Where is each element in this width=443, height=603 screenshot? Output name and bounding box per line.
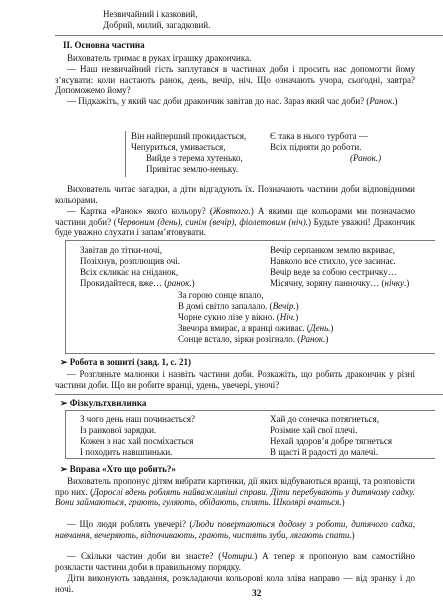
poem-2-right-line: Навколо все стихло, усе засинає. <box>270 256 396 266</box>
poem-3-right-line: Розімне хай свої плечі. <box>270 425 358 435</box>
page-number: 32 <box>252 589 262 599</box>
poem-1-right-line: Всіх підняти до роботи. <box>270 142 362 152</box>
task-2-title: ➢ Фізкультхвилинка <box>60 398 147 408</box>
poem-2-center-line: В домі світло запалало. (Вечір.) <box>178 301 299 311</box>
poem-3-frame-top <box>65 410 435 411</box>
poem-2-left-line: Всіх склика́є на сніданок, <box>80 267 179 277</box>
paragraph-4: Вихователь читає загадки, а діти відгадують їх. Позначають частини доби відповідними кольорами. <box>55 184 415 205</box>
poem-2-left-line: Завітав до тітки-ночі, <box>80 245 163 255</box>
poem-1-left-line: Чепуриться, умивається, <box>131 142 226 152</box>
divider <box>55 394 443 395</box>
poem-1-left-line: Він найперший прокидається, <box>131 131 247 141</box>
arrow-icon: ➢ <box>60 357 70 367</box>
arrow-icon: ➢ <box>60 464 70 474</box>
task-1-title: ➢ Робота в зошиті (завд. 1, с. 21) <box>60 357 192 367</box>
poem-1-left-line: Вийде з терема хутенько, <box>146 153 243 163</box>
paragraph-3: — Підкажіть, у який час доби дракончик завітав до нас. Зараз який час доби? (Ранок.) <box>67 96 398 106</box>
poem-3-left-line: І походить навшпиньки. <box>80 447 173 457</box>
paragraph-5: — Картка «Ранок» якого кольору? (Жовтого.) А якими ще кольорами ми позначаємо частини доби? (Червоним (день), синім (вечір), фіолетовим (ніч).) Будьте уважні! Дракончик буде уважно слухати і запам’ятовувати. <box>55 206 416 238</box>
poem-1-left-line: Привітає землю-неньку. <box>146 164 238 174</box>
paragraph-7: — Що люди роблять увечері? (Люди повертаються додому з роботи, дитячого садка, навчання, вечеряють, відпочивають, грають, чистять зуби, лягають спати.) <box>55 519 415 540</box>
poem-2-center-line: Звечора вмирає, а вранці оживає. (День.) <box>178 323 334 333</box>
paragraph-8: — Скільки частин доби ви знаєте? (Чотири.) А тепер я пропоную вам самостійно розкласти частини доби в правильному порядку. <box>55 551 415 572</box>
poem-3-left-line: Кожен з нас хай посміхається <box>80 436 194 446</box>
paragraph-6: Вихователь пропонує дітям вибрати картинки, дії яких відбуваються вранці, та розповісти про них. (Дорослі вдень роблять найважливіші справи. Діти перебувають у дитячому садку. Вони займаються, грають, гуляють, обідають, сплять. Школярі вчаться.) <box>55 476 415 508</box>
poem-2-right-line: Місячну, зоряну панночку… (нічку.) <box>270 278 410 288</box>
poem-3-frame-left <box>65 410 66 458</box>
poem-1-frame <box>125 131 126 177</box>
poem-3-right-line: Хай до сонечка потягнеться, <box>270 414 380 424</box>
poem-3-left-line: Із ранкової зарядки. <box>80 425 157 435</box>
paragraph-9: Діти виконують завдання, розкладаючи кольорові кола зліва направо — від зранку і до ночі. <box>55 573 415 594</box>
paragraph-1: Вихователь тримає в руках іграшку дракончика. <box>67 53 252 63</box>
arrow-icon: ➢ <box>60 398 70 408</box>
paragraph-2: — Наш незвичайний гість заплутався в частинах доби і просить нас допомогти йому з’ясувати: коли настають ранок, день, вечір, ніч. Що означають учора, сьогодні, завтра? Допоможемо йому? <box>55 64 415 96</box>
poem-2-left-line: Прокидайтеся, вже… (ранок.) <box>80 278 195 288</box>
poem-2-frame-bottom <box>65 353 435 354</box>
poem-3-right-line: Нехай здоров’я добре тягнеться <box>270 436 392 446</box>
poem-3-frame-bottom <box>65 458 435 459</box>
poem-2-right-line: Вечір серпанком землю вкриває, <box>270 245 395 255</box>
task-1-text: — Розгляньте малюнки і назвіть частини доби. Розкажіть, що робить дракончик у різні частини доби. Що ви робите вранці, удень, увечері, уночі? <box>55 369 415 390</box>
top-verse-line-1: Незвичайний і казковий, <box>103 9 198 19</box>
poem-2-center-line: Чорне сукно лізе у вікно. (Ніч.) <box>178 312 299 322</box>
divider <box>55 35 443 36</box>
poem-2-center-line: За горою сонце впало, <box>178 290 264 300</box>
top-verse-line-2: Добрий, милий, загадковий. <box>103 20 211 30</box>
poem-3-left-line: З чого день наш починається? <box>80 414 196 424</box>
poem-1-answer: (Ранок.) <box>350 153 382 163</box>
poem-2-right-line: Вечір веде за собою сестричку… <box>270 267 397 277</box>
poem-2-center-line: Сонце встало, зірки розігнало. (Ранок.) <box>178 334 329 344</box>
task-3-title: ➢ Вправа «Хто що робить?» <box>60 464 176 474</box>
poem-3-right-line: В щасті й радості до малечі. <box>270 447 378 457</box>
poem-2-frame-left <box>65 240 66 353</box>
poem-2-frame-top <box>65 240 435 241</box>
section-heading: II. Основна частина <box>63 40 145 50</box>
poem-2-left-line: Позіхнув, розплющив очі. <box>80 256 180 266</box>
poem-1-right-line: Є така в нього турбота — <box>270 131 368 141</box>
